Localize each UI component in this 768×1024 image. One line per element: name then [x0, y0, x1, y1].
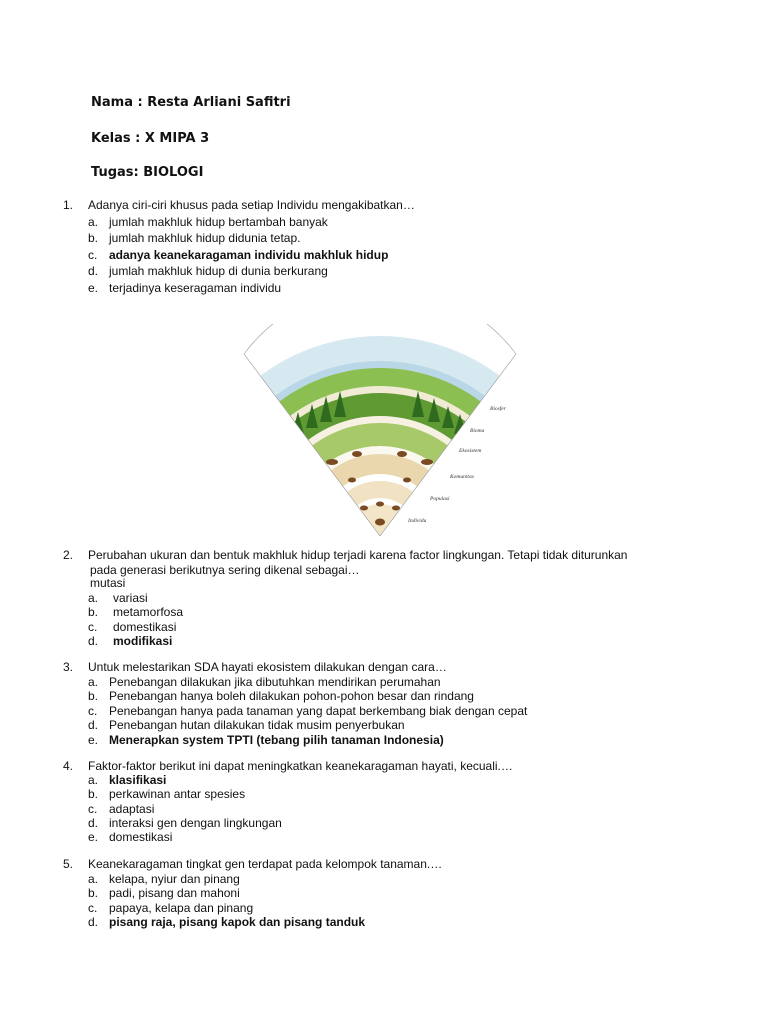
option-e: [88, 280, 415, 297]
option-e: [88, 830, 513, 844]
question-4: [63, 759, 513, 844]
question-number: 2.: [63, 548, 74, 562]
option-text: perkawinan antar spesies: [109, 787, 246, 802]
label-biosfer: Biosfer: [490, 406, 506, 412]
option-text: jumlah makhluk hidup didunia tetap.: [109, 231, 301, 245]
option-text: adaptasi: [109, 801, 155, 816]
question-text: Faktor-faktor berikut ini dapat meningkatkan keanekaragaman hayati, kecuali.…: [88, 759, 513, 773]
option-b: [88, 230, 415, 247]
option-text: modifikasi: [113, 634, 173, 648]
option-letter: d.: [88, 718, 99, 733]
option-letter: d.: [88, 634, 99, 648]
option-d: [88, 816, 513, 830]
option-letter: e.: [88, 280, 99, 295]
student-class: Kelas : X MIPA 3: [91, 131, 210, 146]
option-text: Penebangan hutan dilakukan tidak musim penyerbukan: [109, 718, 405, 733]
option-letter: a.: [88, 773, 99, 788]
option-c: [88, 901, 442, 916]
option-text: variasi: [113, 590, 148, 605]
option-letter: e.: [88, 830, 99, 845]
task-title: Tugas: BIOLOGI: [91, 165, 204, 180]
option-d: [88, 263, 415, 280]
label-ekosistem: Ekosistem: [459, 448, 482, 454]
option-a: [88, 773, 513, 787]
option-a: [88, 214, 415, 231]
option-text: domestikasi: [109, 830, 173, 845]
question-2: [63, 547, 627, 649]
option-letter: c.: [88, 247, 98, 262]
option-letter: d.: [88, 264, 99, 278]
option-letter: a.: [88, 674, 99, 689]
option-letter: a.: [88, 590, 99, 605]
option-b: [88, 689, 527, 704]
option-letter: b.: [88, 605, 99, 619]
option-e: [88, 733, 527, 748]
option-a: [88, 591, 627, 606]
question-text: Keanekaragaman tingkat gen terdapat pada kelompok tanaman.…: [88, 857, 443, 871]
label-komunitas: Komunitas: [450, 474, 474, 480]
student-name: Nama : Resta Arliani Safitri: [91, 95, 291, 110]
option-b: [88, 605, 627, 620]
question-number: 4.: [63, 759, 74, 773]
option-text: jumlah makhluk hidup bertambah banyak: [109, 214, 328, 229]
option-letter: a.: [88, 214, 99, 229]
option-text: Penebangan hanya pada tanaman yang dapat berkembang biak dengan cepat: [109, 703, 528, 718]
question-text-continued: pada generasi berikutnya sering dikenal sebagai…: [90, 562, 360, 577]
option-text: domestikasi: [113, 619, 177, 634]
levels-fan-svg: [232, 324, 528, 536]
option-c: [88, 704, 527, 719]
question-1: [63, 197, 415, 296]
option-letter: d.: [88, 815, 99, 830]
option-b: [88, 886, 442, 901]
option-a: [88, 872, 442, 887]
option-text: terjadinya keseragaman individu: [109, 280, 282, 295]
option-text: jumlah makhluk hidup di dunia berkurang: [109, 264, 328, 278]
question-text: Untuk melestarikan SDA hayati ekosistem dilakukan dengan cara…: [88, 660, 447, 674]
option-letter: c.: [88, 801, 98, 816]
option-text: papaya, kelapa dan pinang: [109, 900, 254, 915]
label-bioma: Bioma: [470, 428, 485, 434]
option-letter: c.: [88, 619, 98, 634]
option-text: metamorfosa: [113, 605, 184, 619]
option-text: Menerapkan system TPTI (tebang pilih tanaman Indonesia): [109, 732, 444, 747]
label-populasi: Populasi: [430, 496, 450, 502]
option-c: [88, 247, 415, 264]
individual-animal: [375, 519, 385, 526]
option-text: padi, pisang dan mahoni: [109, 886, 240, 900]
option-text: pisang raja, pisang kapok dan pisang tanduk: [109, 915, 366, 929]
question-number: 5.: [63, 857, 74, 871]
option-letter: d.: [88, 915, 99, 929]
option-letter: b.: [88, 689, 99, 704]
option-text: Penebangan dilakukan jika dibutuhkan mendirikan perumahan: [109, 674, 441, 689]
option-d: [88, 634, 627, 649]
question-text: Adanya ciri-ciri khusus pada setiap Individu mengakibatkan…: [88, 198, 415, 212]
option-c: [88, 620, 627, 635]
question-3: [63, 660, 527, 748]
label-individu: Individu: [408, 518, 427, 524]
option-text: klasifikasi: [109, 773, 167, 788]
option-text: interaksi gen dengan lingkungan: [109, 815, 282, 830]
question-number: 1.: [63, 198, 74, 212]
option-a: [88, 675, 527, 690]
option-text: kelapa, nyiur dan pinang: [109, 871, 240, 886]
option-d: [88, 915, 442, 930]
option-letter: b.: [88, 787, 99, 802]
option-letter: b.: [88, 886, 99, 900]
option-d: [88, 718, 527, 733]
option-letter: b.: [88, 231, 99, 245]
question-extra-word: mutasi: [90, 575, 126, 590]
option-c: [88, 802, 513, 816]
question-number: 3.: [63, 660, 74, 674]
option-letter: e.: [88, 732, 99, 747]
option-text: adanya keanekaragaman individu makhluk hidup: [109, 247, 389, 262]
question-5: [63, 857, 442, 930]
option-text: Penebangan hanya boleh dilakukan pohon-pohon besar dan rindang: [109, 689, 474, 704]
option-letter: c.: [88, 703, 98, 718]
option-letter: a.: [88, 871, 99, 886]
biodiversity-levels-figure: [232, 324, 528, 536]
question-text: Perubahan ukuran dan bentuk makhluk hidup terjadi karena factor lingkungan. Tetapi tidak diturunkan: [88, 548, 628, 562]
option-b: [88, 787, 513, 801]
option-letter: c.: [88, 900, 98, 915]
